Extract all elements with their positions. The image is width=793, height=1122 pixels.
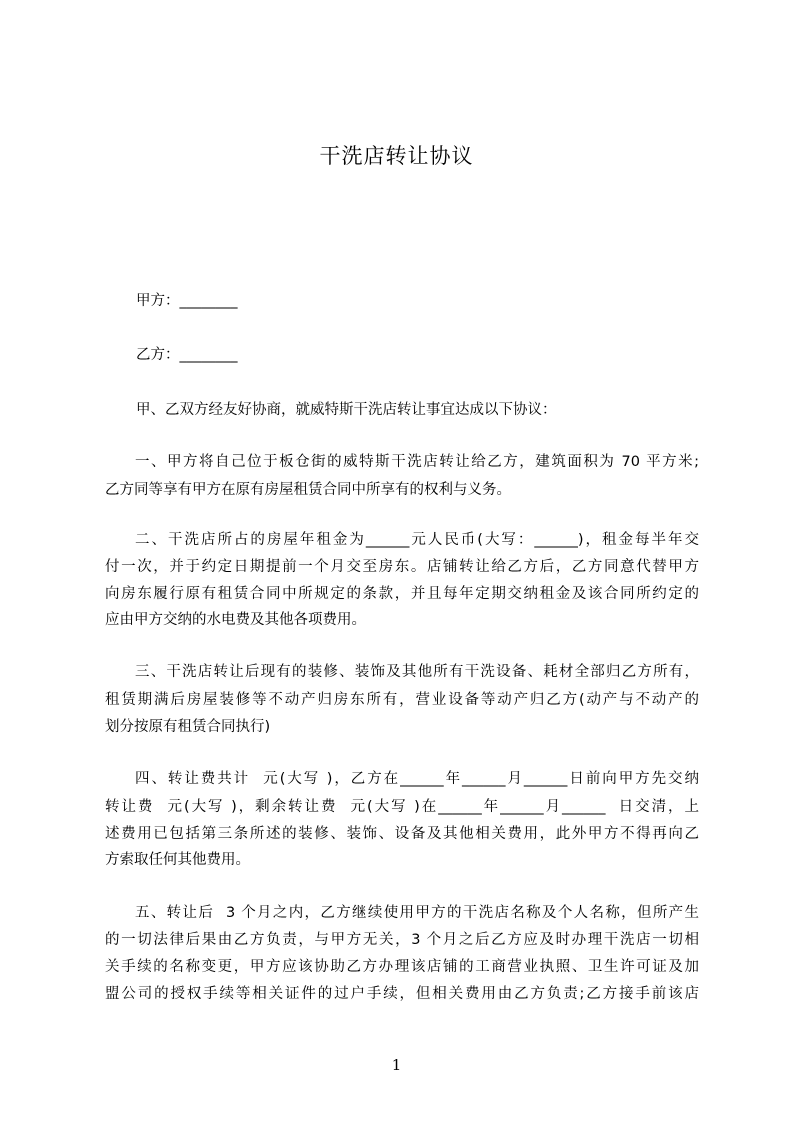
clause-4-line-2: 转让费 元(大写 )，剩余转让费 元(大写 )在______年______月______ 日交清，上 xyxy=(105,799,699,815)
clause-2-line-2: 付一次，并于约定日期提前一个月交至房东。店铺转让给乙方后，乙方同意代替甲方 xyxy=(105,559,699,575)
clause-3-line-1: 三、干洗店转让后现有的装修、装饰及其他所有干洗设备、耗材全部归乙方所有， xyxy=(135,664,699,680)
clause-5-line-3: 关手续的名称变更，甲方应该协助乙方办理该店铺的工商营业执照、卫生许可证及加 xyxy=(105,959,699,975)
clause-5-line-1: 五、转让后 3 个月之内，乙方继续使用甲方的干洗店名称及个人名称，但所产生 xyxy=(135,905,699,921)
clause-2-line-1: 二、干洗店所占的房屋年租金为______元人民币(大写：______)，租金每半年交 xyxy=(135,532,699,548)
party-a-line: 甲方：________ xyxy=(136,293,238,309)
clause-3-line-2: 租赁期满后房屋装修等不动产归房东所有，营业设备等动产归乙方(动产与不动产的 xyxy=(105,692,699,708)
clause-5-line-4: 盟公司的授权手续等相关证件的过户手续，但相关费用由乙方负责;乙方接手前该店 xyxy=(105,986,699,1002)
clause-2-line-4: 应由甲方交纳的水电费及其他各项费用。 xyxy=(105,612,366,628)
intro-paragraph: 甲、乙双方经友好协商，就威特斯干洗店转让事宜达成以下协议： xyxy=(136,402,557,418)
clause-4-line-3: 述费用已包括第三条所述的装修、装饰、设备及其他相关费用，此外甲方不得再向乙 xyxy=(105,826,699,842)
clause-3-line-3: 划分按原有租赁合同执行) xyxy=(105,719,271,735)
clause-4-line-1: 四、转让费共计 元(大写 )，乙方在______年______月______日前向甲方先交纳 xyxy=(135,771,699,787)
clause-5-line-2: 的一切法律后果由乙方负责，与甲方无关，3 个月之后乙方应及时办理干洗店一切相 xyxy=(105,932,699,948)
document-title: 干洗店转让协议 xyxy=(319,144,474,168)
page-number: 1 xyxy=(391,1056,402,1074)
clause-1-line-1: 一、甲方将自己位于板仓街的威特斯干洗店转让给乙方，建筑面积为 70 平方米; xyxy=(135,454,699,470)
party-b-line: 乙方：________ xyxy=(136,347,238,363)
clause-4-line-4: 方索取任何其他费用。 xyxy=(105,852,250,868)
clause-1-line-2: 乙方同等享有甲方在原有房屋租赁合同中所享有的权利与义务。 xyxy=(105,482,511,498)
clause-2-line-3: 向房东履行原有租赁合同中所规定的条款，并且每年定期交纳租金及该合同所约定的 xyxy=(105,586,699,602)
